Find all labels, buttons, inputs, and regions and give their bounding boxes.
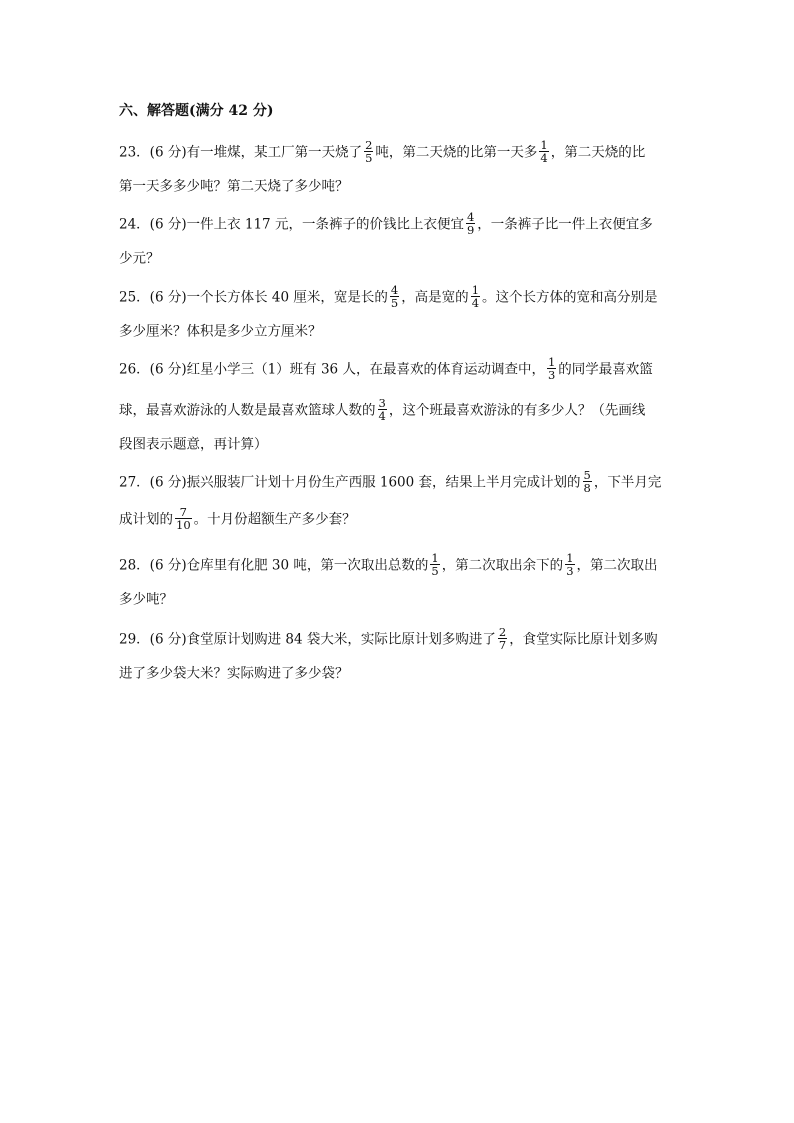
- problem-line: [119, 248, 160, 268]
- problem-text: 。这个长方体的宽和高分别是: [482, 289, 658, 306]
- problem-text: 多少厘米？体积是多少立方厘米？: [119, 323, 322, 340]
- fraction-numerator: 7: [179, 505, 187, 519]
- problem-text: 27．(6 分)振兴服装厂计划十月份生产西服 1600 套，结果上半月完成计划的: [119, 474, 581, 491]
- problem-text: ，第二天烧的比: [550, 144, 646, 161]
- fraction: [466, 211, 475, 236]
- section-title: 六、解答题(满分 42 分): [119, 103, 274, 119]
- problem-text: 吨，第二天烧的比第一天多: [375, 144, 538, 161]
- fraction-numerator: 2: [498, 625, 507, 639]
- problem-text: 。十月份超额生产多少套？: [193, 511, 356, 528]
- problem-line: [119, 589, 173, 609]
- fraction-numerator: 1: [431, 551, 439, 565]
- problem-text: 成计划的: [119, 511, 173, 528]
- fraction-denominator: 10: [176, 518, 191, 532]
- problem-text: ，下半月完: [593, 474, 662, 491]
- fraction-denominator: 5: [390, 296, 399, 310]
- problem-text: 第一天多多少吨？第二天烧了多少吨？: [119, 178, 349, 195]
- fraction-numerator: 5: [583, 468, 591, 482]
- fraction-denominator: 9: [466, 223, 475, 237]
- fraction-denominator: 4: [378, 409, 386, 423]
- problem-text: 25．(6 分)一个长方体长 40 厘米，宽是长的: [119, 289, 388, 306]
- problem-text: 24．(6 分)一件上衣 117 元，一条裤子的价钱比上衣便宜: [119, 216, 464, 233]
- fraction-denominator: 4: [540, 151, 548, 165]
- problem-text: ，第二次取出余下的: [441, 557, 564, 574]
- fraction: [175, 506, 192, 531]
- problem-line: [119, 468, 662, 495]
- problem-text: 进了多少袋大米？实际购进了多少袋？: [119, 665, 349, 682]
- fraction-numerator: 1: [540, 138, 548, 152]
- problem-text: ，食堂实际比原计划多购: [509, 631, 658, 648]
- problem-line: [119, 505, 356, 532]
- problem-text: 23．(6 分)有一堆煤，某工厂第一天烧了: [119, 144, 363, 161]
- problem-line: [119, 210, 653, 237]
- fraction: [565, 552, 574, 577]
- fraction: [430, 552, 439, 577]
- fraction-numerator: 3: [378, 396, 386, 410]
- problem-line: [119, 434, 268, 454]
- problem-line: [119, 283, 658, 310]
- fraction: [364, 139, 373, 164]
- fraction-denominator: 7: [498, 638, 507, 652]
- fraction-numerator: 1: [566, 551, 574, 565]
- problem-text: 段图表示题意，再计算）: [119, 436, 268, 453]
- problem-text: ，这个班最喜欢游泳的有多少人？（先画线: [388, 402, 646, 419]
- fraction-denominator: 3: [547, 368, 556, 382]
- fraction-denominator: 5: [365, 151, 373, 165]
- problem-text: ，第二次取出: [576, 557, 658, 574]
- fraction-denominator: 8: [583, 481, 591, 495]
- problem-text: ，高是宽的: [401, 289, 469, 306]
- fraction: [390, 284, 399, 309]
- problem-text: 29．(6 分)食堂原计划购进 84 袋大米，实际比原计划多购进了: [119, 631, 496, 648]
- problem-text: 26．(6 分)红星小学三（1）班有 36 人，在最喜欢的体育运动调查中，: [119, 361, 545, 378]
- problem-line: [119, 355, 653, 382]
- fraction-denominator: 5: [431, 564, 439, 578]
- problem-line: [119, 396, 646, 423]
- fraction-denominator: 4: [471, 296, 480, 310]
- problem-text: ，一条裤子比一件上衣便宜多: [477, 216, 653, 233]
- problem-text: 的同学最喜欢篮: [558, 361, 653, 378]
- problem-text: 球，最喜欢游泳的人数是最喜欢篮球人数的: [119, 402, 376, 419]
- problem-line: [119, 176, 349, 196]
- problem-text: 28．(6 分)仓库里有化肥 30 吨，第一次取出总数的: [119, 557, 429, 574]
- fraction-numerator: 1: [471, 283, 480, 297]
- problem-line: [119, 663, 349, 683]
- problem-line: [119, 321, 322, 341]
- fraction: [583, 469, 592, 494]
- fraction: [378, 397, 387, 422]
- fraction: [471, 284, 480, 309]
- fraction: [539, 139, 548, 164]
- problem-line: [119, 625, 658, 652]
- fraction-numerator: 1: [547, 355, 556, 369]
- problem-line: [119, 551, 658, 578]
- fraction-numerator: 2: [365, 138, 373, 152]
- problem-text: 多少吨？: [119, 591, 173, 608]
- problem-text: 少元？: [119, 250, 160, 267]
- fraction: [498, 626, 507, 651]
- fraction-numerator: 4: [390, 283, 399, 297]
- fraction: [547, 356, 556, 381]
- fraction-denominator: 3: [566, 564, 574, 578]
- problem-line: [119, 138, 646, 165]
- fraction-numerator: 4: [466, 210, 475, 224]
